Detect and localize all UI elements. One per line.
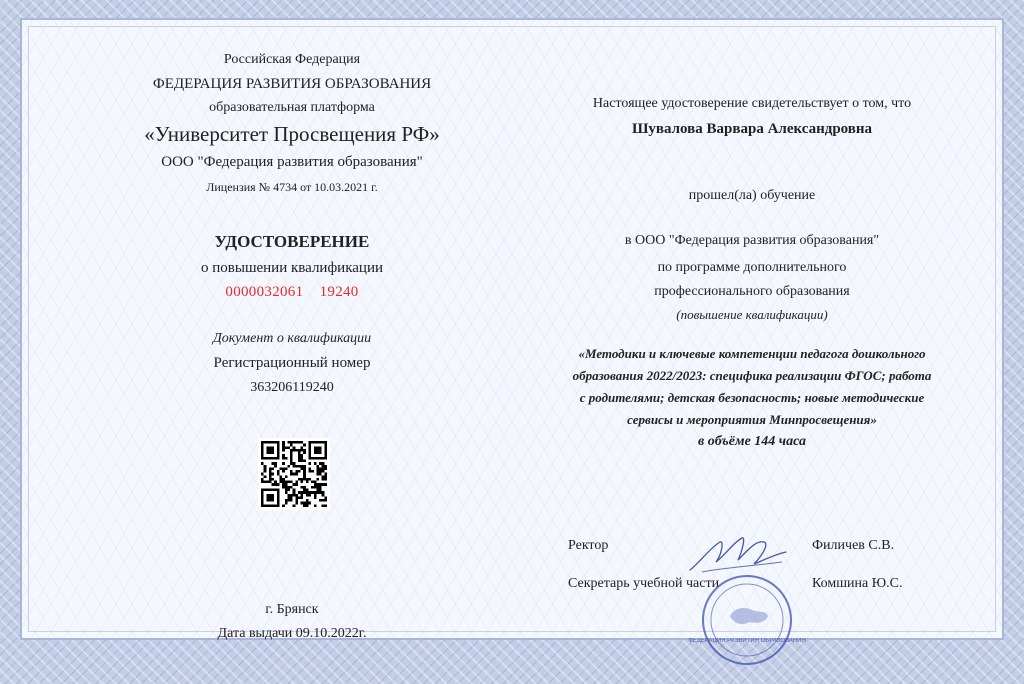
intro-text: Настоящее удостоверение свидетельствует о том, что xyxy=(592,96,912,111)
course-line-4: сервисы и мероприятия Минпросвещения» xyxy=(627,412,877,427)
course-hours: в объёме 144 часа xyxy=(698,434,806,449)
qr-code-icon xyxy=(261,441,327,507)
city-text: г. Брянск xyxy=(265,602,319,617)
qr-code xyxy=(258,438,330,510)
rector-name: Филичев С.В. xyxy=(812,538,895,553)
issue-date: Дата выдачи 09.10.2022г. xyxy=(217,626,367,641)
federation-title: ФЕДЕРАЦИЯ РАЗВИТИЯ ОБРАЗОВАНИЯ xyxy=(152,76,432,92)
company-name: ООО "Федерация развития образования" xyxy=(161,154,423,170)
full-name: Шувалова Варвара Александровна xyxy=(631,121,873,137)
reg-label: Регистрационный номер xyxy=(213,355,371,371)
course-line-1: «Методики и ключевые компетенции педагога дошкольного xyxy=(578,346,926,361)
reg-number: 363206119240 xyxy=(250,380,334,395)
secretary-name: Комшина Ю.С. xyxy=(812,576,903,591)
secretary-title: Секретарь учебной части xyxy=(568,576,720,591)
certificate-number xyxy=(42,284,542,301)
university-name: «Университет Просвещения РФ» xyxy=(144,122,440,146)
rector-title: Ректор xyxy=(568,538,609,553)
stamp-text: ФЕДЕРАЦИЯ РАЗВИТИЯ ОБРАЗОВАНИЯ xyxy=(688,638,806,644)
license-text: Лицензия № 4734 от 10.03.2021 г. xyxy=(206,180,378,194)
certificate-inner-frame xyxy=(20,18,1004,644)
doc-type: Документ о квалификации xyxy=(212,331,372,346)
country-text: Российская Федерация xyxy=(223,52,361,67)
certificate-subtitle: о повышении квалификации xyxy=(201,260,383,276)
completed-text: прошел(ла) обучение xyxy=(688,188,816,203)
certificate-title: УДОСТОВЕРЕНИЕ xyxy=(214,232,370,251)
program-line1: по программе дополнительного xyxy=(657,260,847,275)
platform-text: образовательная платформа xyxy=(209,100,375,115)
org-text: в ООО "Федерация развития образования" xyxy=(624,233,880,248)
course-line-3: с родителями; детская безопасность; новые методические xyxy=(579,390,925,405)
rector-signature xyxy=(682,532,802,582)
number-series: 0000032061 xyxy=(225,284,304,300)
program-line2: профессионального образования xyxy=(654,284,850,299)
course-title xyxy=(542,343,962,453)
program-type: (повышение квалификации) xyxy=(676,307,828,322)
course-line-2: образования 2022/2023: специфика реализации ФГОС; работа xyxy=(572,368,932,383)
number-suffix: 19240 xyxy=(319,284,359,300)
